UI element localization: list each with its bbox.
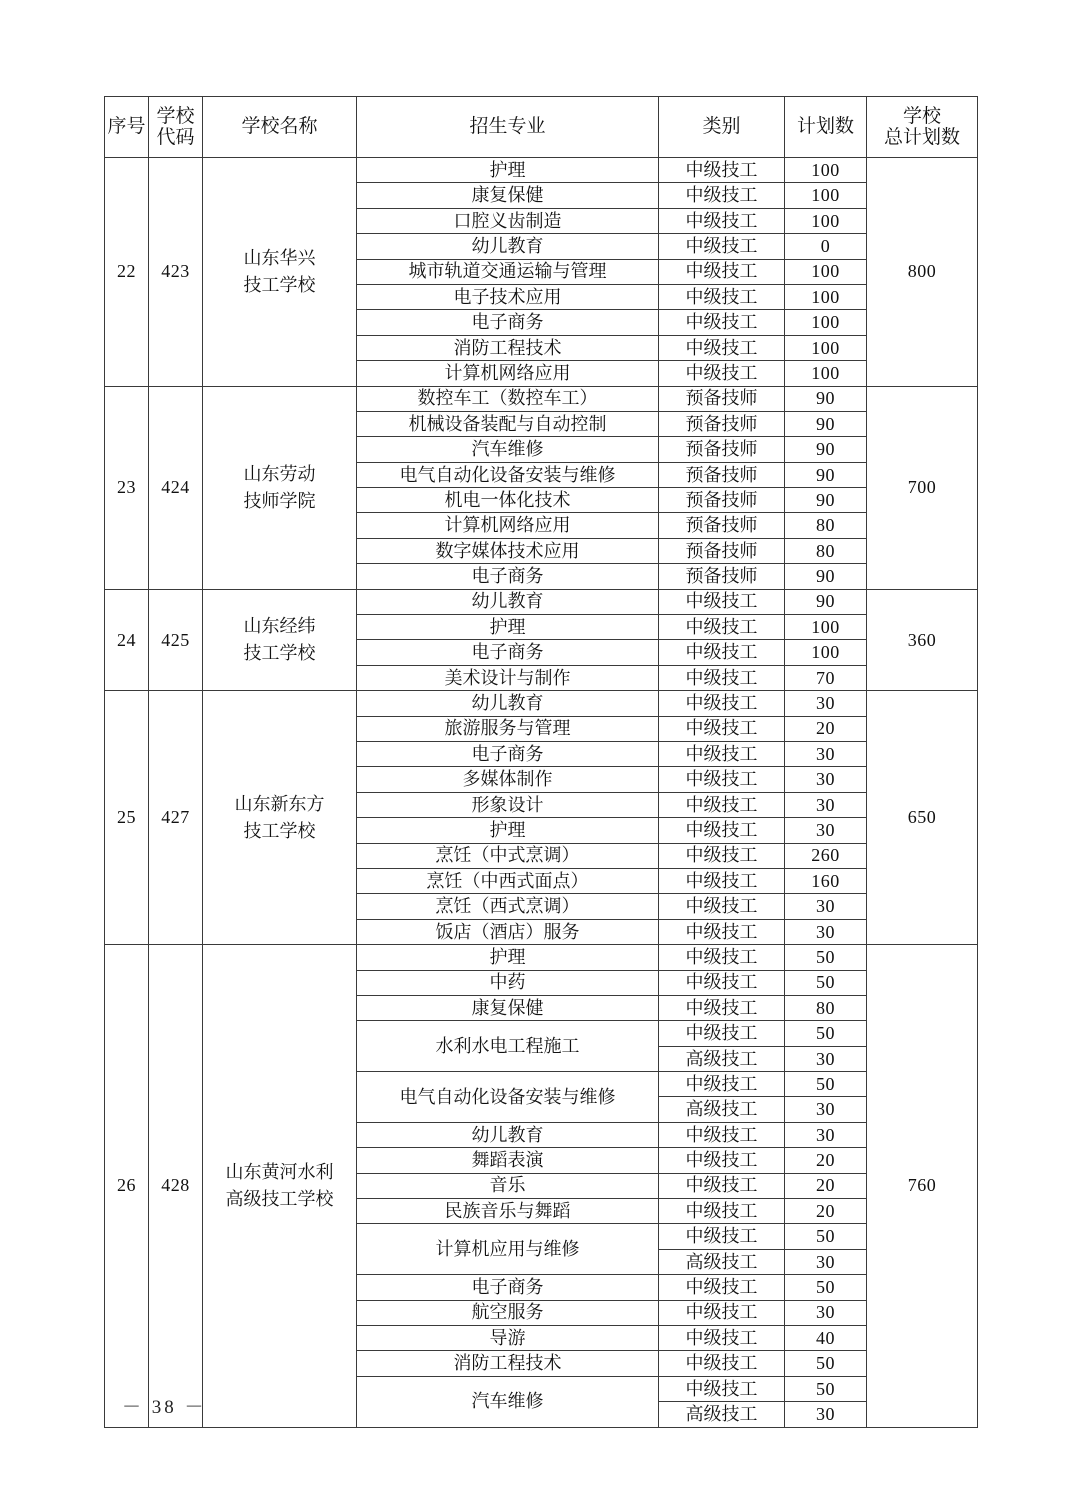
cell-category: 中级技工: [659, 691, 785, 716]
cell-plan-count: 50: [785, 1376, 867, 1401]
cell-major-name: 数控车工（数控车工）: [357, 386, 659, 411]
cell-category: 中级技工: [659, 1224, 785, 1249]
cell-category: 中级技工: [659, 1122, 785, 1147]
cell-major-name: 护理: [357, 818, 659, 843]
school-name-line2: 高级技工学校: [225, 1188, 334, 1209]
school-name-line1: 山东新东方: [234, 793, 325, 814]
header-cell-plan-count: 计划数: [785, 97, 867, 158]
cell-plan-count: 50: [785, 1072, 867, 1097]
cell-plan-count: 100: [785, 615, 867, 640]
cell-plan-count: 100: [785, 310, 867, 335]
cell-category: 中级技工: [659, 234, 785, 259]
cell-category: 中级技工: [659, 361, 785, 386]
cell-major-name: 电子商务: [357, 640, 659, 665]
cell-category: 高级技工: [659, 1097, 785, 1122]
cell-category: 中级技工: [659, 1376, 785, 1401]
cell-major-name: 幼儿教育: [357, 589, 659, 614]
table-row: [105, 386, 978, 411]
cell-category: 中级技工: [659, 741, 785, 766]
cell-major-name: 消防工程技术: [357, 335, 659, 360]
cell-plan-count: 90: [785, 462, 867, 487]
cell-major-name: 护理: [357, 615, 659, 640]
cell-plan-count: 50: [785, 1351, 867, 1376]
cell-category: 中级技工: [659, 894, 785, 919]
cell-school-name: [203, 691, 357, 945]
header-school-code-line1: 学校: [156, 105, 195, 127]
cell-category: 中级技工: [659, 665, 785, 690]
cell-major-name: 中药: [357, 970, 659, 995]
cell-plan-count: 100: [785, 284, 867, 309]
cell-category: 中级技工: [659, 716, 785, 741]
cell-plan-count: 100: [785, 335, 867, 360]
cell-plan-count: 90: [785, 564, 867, 589]
cell-plan-count: 100: [785, 183, 867, 208]
cell-plan-count: 50: [785, 970, 867, 995]
cell-category: 中级技工: [659, 868, 785, 893]
cell-category: 中级技工: [659, 767, 785, 792]
cell-major-name: 康复保健: [357, 183, 659, 208]
enrollment-plan-table: [104, 96, 978, 1428]
header-cell-seq: 序号: [105, 97, 149, 158]
cell-plan-count: 30: [785, 1402, 867, 1427]
cell-major-name: 汽车维修: [357, 437, 659, 462]
cell-school-code: 423: [149, 158, 203, 387]
cell-category: 中级技工: [659, 589, 785, 614]
cell-plan-count: 30: [785, 792, 867, 817]
school-name-line1: 山东劳动: [243, 463, 316, 484]
cell-plan-count: 80: [785, 995, 867, 1020]
cell-category: 中级技工: [659, 1148, 785, 1173]
cell-plan-count: 30: [785, 894, 867, 919]
cell-plan-count: 50: [785, 1021, 867, 1046]
cell-school-code: 425: [149, 589, 203, 691]
cell-major-name: 电子商务: [357, 310, 659, 335]
school-name-line2: 技工学校: [243, 642, 316, 663]
table-row: [105, 945, 978, 970]
cell-plan-count: 100: [785, 208, 867, 233]
cell-major-name: 音乐: [357, 1173, 659, 1198]
cell-plan-count: 30: [785, 1046, 867, 1071]
page-footer: [104, 1392, 977, 1419]
header-row: [105, 97, 978, 158]
cell-school-total: 360: [867, 589, 978, 691]
cell-plan-count: 40: [785, 1325, 867, 1350]
cell-category: 中级技工: [659, 1173, 785, 1198]
page-number-label: － 38 －: [122, 1397, 207, 1418]
header-cell-school-name: 学校名称: [203, 97, 357, 158]
cell-plan-count: 30: [785, 767, 867, 792]
cell-seq: 26: [105, 945, 149, 1427]
cell-major-name: 形象设计: [357, 792, 659, 817]
table-row: [105, 158, 978, 183]
cell-plan-count: 90: [785, 589, 867, 614]
header-cell-school-total: [867, 97, 978, 158]
cell-category: 中级技工: [659, 945, 785, 970]
cell-plan-count: 20: [785, 1199, 867, 1224]
cell-category: 预备技师: [659, 386, 785, 411]
cell-plan-count: 50: [785, 945, 867, 970]
table-row: [105, 691, 978, 716]
cell-major-name: 烹饪（西式烹调）: [357, 894, 659, 919]
cell-plan-count: 80: [785, 538, 867, 563]
cell-major-name: 饭店（酒店）服务: [357, 919, 659, 944]
cell-category: 预备技师: [659, 488, 785, 513]
cell-plan-count: 30: [785, 1097, 867, 1122]
cell-school-name: [203, 945, 357, 1427]
cell-major-name: 民族音乐与舞蹈: [357, 1199, 659, 1224]
enrollment-plan-table-wrapper: [104, 96, 977, 1428]
cell-category: 高级技工: [659, 1249, 785, 1274]
cell-school-code: 428: [149, 945, 203, 1427]
cell-plan-count: 30: [785, 1300, 867, 1325]
school-name-line1: 山东黄河水利: [225, 1161, 334, 1182]
cell-category: 中级技工: [659, 1351, 785, 1376]
cell-category: 中级技工: [659, 1275, 785, 1300]
cell-category: 中级技工: [659, 970, 785, 995]
cell-major-name: 电子技术应用: [357, 284, 659, 309]
cell-major-name: 口腔义齿制造: [357, 208, 659, 233]
cell-major-name: 烹饪（中式烹调）: [357, 843, 659, 868]
header-cell-major: 招生专业: [357, 97, 659, 158]
cell-plan-count: 20: [785, 716, 867, 741]
cell-major-name: 电气自动化设备安装与维修: [357, 1072, 659, 1123]
cell-major-name: 护理: [357, 158, 659, 183]
cell-category: 高级技工: [659, 1046, 785, 1071]
cell-category: 预备技师: [659, 411, 785, 436]
cell-seq: 25: [105, 691, 149, 945]
cell-category: 中级技工: [659, 310, 785, 335]
cell-category: 高级技工: [659, 1402, 785, 1427]
cell-major-name: 汽车维修: [357, 1376, 659, 1427]
cell-plan-count: 100: [785, 361, 867, 386]
cell-major-name: 烹饪（中西式面点）: [357, 868, 659, 893]
cell-plan-count: 70: [785, 665, 867, 690]
cell-category: 中级技工: [659, 259, 785, 284]
header-cell-school-code: [149, 97, 203, 158]
cell-plan-count: 80: [785, 513, 867, 538]
cell-major-name: 电子商务: [357, 741, 659, 766]
cell-major-name: 美术设计与制作: [357, 665, 659, 690]
cell-plan-count: 90: [785, 437, 867, 462]
cell-plan-count: 50: [785, 1275, 867, 1300]
cell-seq: 23: [105, 386, 149, 589]
cell-plan-count: 100: [785, 259, 867, 284]
cell-plan-count: 160: [785, 868, 867, 893]
cell-plan-count: 0: [785, 234, 867, 259]
cell-category: 预备技师: [659, 538, 785, 563]
header-school-total-line2: 总计划数: [883, 127, 960, 148]
cell-major-name: 机电一体化技术: [357, 488, 659, 513]
cell-major-name: 电气自动化设备安装与维修: [357, 462, 659, 487]
header-school-total-line1: 学校: [902, 105, 941, 127]
cell-school-name: [203, 158, 357, 387]
cell-category: 中级技工: [659, 818, 785, 843]
cell-plan-count: 100: [785, 640, 867, 665]
cell-major-name: 幼儿教育: [357, 1122, 659, 1147]
cell-category: 中级技工: [659, 183, 785, 208]
cell-category: 中级技工: [659, 1072, 785, 1097]
table-header: [105, 97, 978, 158]
school-name-line2: 技师学院: [243, 490, 316, 511]
cell-plan-count: 20: [785, 1148, 867, 1173]
cell-major-name: 机械设备装配与自动控制: [357, 411, 659, 436]
cell-major-name: 城市轨道交通运输与管理: [357, 259, 659, 284]
school-name-line1: 山东经纬: [243, 615, 316, 636]
cell-major-name: 消防工程技术: [357, 1351, 659, 1376]
cell-major-name: 舞蹈表演: [357, 1148, 659, 1173]
cell-school-total: 800: [867, 158, 978, 387]
cell-plan-count: 100: [785, 158, 867, 183]
cell-category: 中级技工: [659, 1325, 785, 1350]
cell-plan-count: 30: [785, 741, 867, 766]
cell-category: 中级技工: [659, 208, 785, 233]
cell-plan-count: 20: [785, 1173, 867, 1198]
cell-category: 中级技工: [659, 1199, 785, 1224]
cell-major-name: 数字媒体技术应用: [357, 538, 659, 563]
cell-major-name: 护理: [357, 945, 659, 970]
cell-major-name: 水利水电工程施工: [357, 1021, 659, 1072]
cell-school-total: 700: [867, 386, 978, 589]
cell-major-name: 电子商务: [357, 564, 659, 589]
cell-plan-count: 90: [785, 411, 867, 436]
cell-school-code: 427: [149, 691, 203, 945]
table-body: [105, 158, 978, 1428]
cell-plan-count: 50: [785, 1224, 867, 1249]
cell-plan-count: 30: [785, 1249, 867, 1274]
cell-major-name: 幼儿教育: [357, 691, 659, 716]
cell-plan-count: 30: [785, 691, 867, 716]
cell-seq: 24: [105, 589, 149, 691]
school-name-line2: 技工学校: [243, 274, 316, 295]
cell-school-total: 650: [867, 691, 978, 945]
cell-category: 中级技工: [659, 919, 785, 944]
cell-school-name: [203, 589, 357, 691]
cell-major-name: 计算机网络应用: [357, 361, 659, 386]
cell-school-name: [203, 386, 357, 589]
cell-major-name: 计算机网络应用: [357, 513, 659, 538]
cell-school-total: 760: [867, 945, 978, 1427]
cell-seq: 22: [105, 158, 149, 387]
cell-category: 中级技工: [659, 843, 785, 868]
school-name-line1: 山东华兴: [243, 247, 316, 268]
cell-category: 预备技师: [659, 564, 785, 589]
cell-major-name: 导游: [357, 1325, 659, 1350]
cell-category: 中级技工: [659, 1300, 785, 1325]
cell-plan-count: 90: [785, 488, 867, 513]
cell-category: 中级技工: [659, 615, 785, 640]
cell-category: 预备技师: [659, 462, 785, 487]
cell-category: 中级技工: [659, 995, 785, 1020]
cell-category: 中级技工: [659, 284, 785, 309]
cell-category: 中级技工: [659, 158, 785, 183]
cell-category: 预备技师: [659, 513, 785, 538]
cell-major-name: 航空服务: [357, 1300, 659, 1325]
cell-category: 中级技工: [659, 640, 785, 665]
cell-category: 预备技师: [659, 437, 785, 462]
cell-plan-count: 90: [785, 386, 867, 411]
cell-plan-count: 30: [785, 818, 867, 843]
cell-major-name: 计算机应用与维修: [357, 1224, 659, 1275]
header-school-code-line2: 代码: [156, 127, 195, 148]
cell-major-name: 康复保健: [357, 995, 659, 1020]
cell-plan-count: 260: [785, 843, 867, 868]
cell-major-name: 幼儿教育: [357, 234, 659, 259]
cell-category: 中级技工: [659, 1021, 785, 1046]
cell-plan-count: 30: [785, 1122, 867, 1147]
cell-major-name: 多媒体制作: [357, 767, 659, 792]
table-row: [105, 589, 978, 614]
cell-category: 中级技工: [659, 335, 785, 360]
cell-school-code: 424: [149, 386, 203, 589]
cell-major-name: 旅游服务与管理: [357, 716, 659, 741]
header-cell-category: 类别: [659, 97, 785, 158]
school-name-line2: 技工学校: [243, 820, 316, 841]
cell-plan-count: 30: [785, 919, 867, 944]
cell-category: 中级技工: [659, 792, 785, 817]
cell-major-name: 电子商务: [357, 1275, 659, 1300]
